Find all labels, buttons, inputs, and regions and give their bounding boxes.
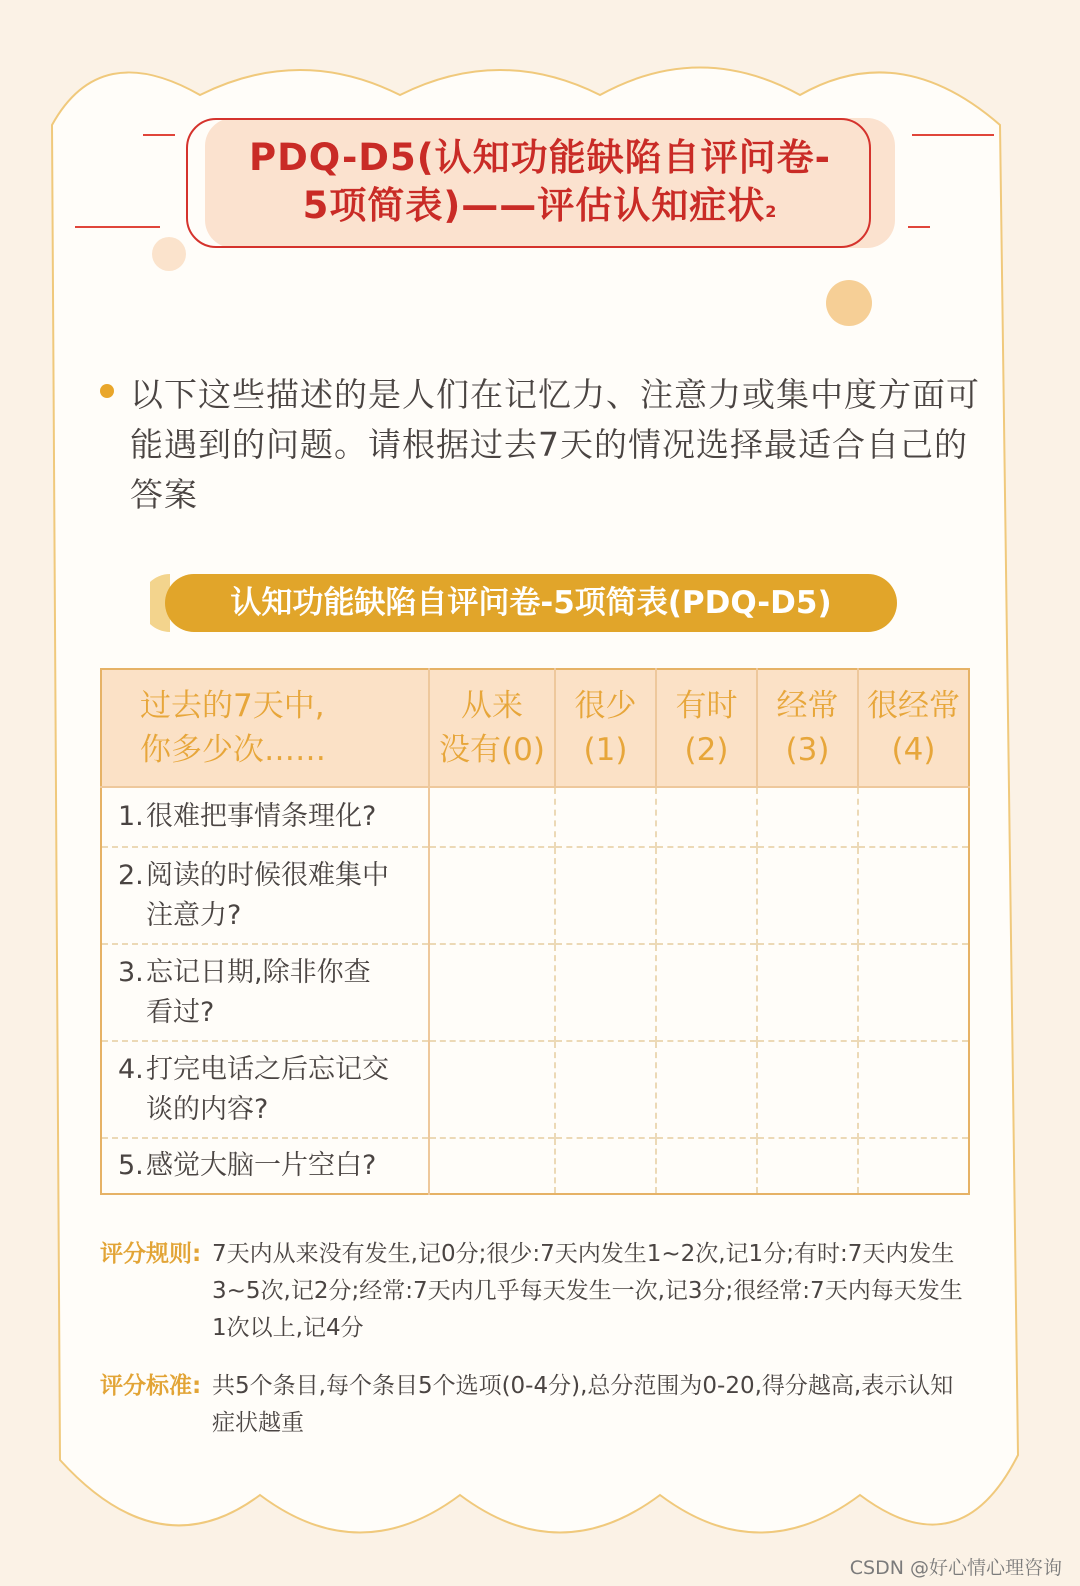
question-text: 打完电话之后忘记交 (146, 1053, 389, 1085)
option-score: 没有(0) (439, 732, 545, 768)
header-option-rarely (555, 669, 656, 787)
option-score: (3) (785, 732, 830, 768)
answer-cell[interactable] (858, 787, 969, 847)
title-line-2-text: 5项简表)——评估认知症状 (302, 184, 766, 227)
table-row (101, 1138, 969, 1194)
answer-cell[interactable] (757, 944, 858, 1041)
pdq-d5-table (100, 668, 970, 1195)
header-option-often (757, 669, 858, 787)
title-line-1: PDQ-D5(认知功能缺陷自评问卷- (248, 136, 832, 179)
answer-cell[interactable] (555, 1138, 656, 1194)
question-text-cont: 注意力? (146, 899, 242, 931)
answer-cell[interactable] (555, 944, 656, 1041)
page-title (200, 134, 880, 230)
option-label: 很经常 (867, 688, 960, 724)
answer-cell[interactable] (858, 1138, 969, 1194)
option-label: 有时 (675, 688, 738, 724)
answer-cell[interactable] (555, 787, 656, 847)
scoring-standard-label: 评分标准: (100, 1373, 202, 1399)
question-number: 1. (118, 801, 144, 832)
answer-cell[interactable] (757, 787, 858, 847)
answer-cell[interactable] (757, 1041, 858, 1138)
question-text: 忘记日期,除非你查 (146, 956, 371, 988)
question-cell (101, 1041, 429, 1138)
table-title: 认知功能缺陷自评问卷-5项简表(PDQ-D5) (230, 585, 832, 621)
question-cell (101, 1138, 429, 1194)
question-number: 2. (118, 859, 144, 891)
decor-dot-small (152, 237, 186, 271)
header-option-very-often (858, 669, 969, 787)
header-question-line-2: 你多少次…… (140, 732, 326, 768)
answer-cell[interactable] (429, 847, 555, 944)
answer-cell[interactable] (858, 944, 969, 1041)
answer-cell[interactable] (656, 1138, 757, 1194)
decor-line-right-top (912, 134, 994, 136)
answer-cell[interactable] (656, 1041, 757, 1138)
header-option-never (429, 669, 555, 787)
watermark: CSDN @好心情心理咨询 (849, 1557, 1062, 1579)
answer-cell[interactable] (656, 787, 757, 847)
question-text: 很难把事情条理化? (146, 801, 377, 832)
decor-line-left-bottom (75, 226, 160, 228)
question-cell (101, 847, 429, 944)
scoring-standard-text: 共5个条目,每个条目5个选项(0-4分),总分范围为0-20,得分越高,表示认知症状越重 (212, 1373, 954, 1436)
question-cell (101, 944, 429, 1041)
table-row (101, 847, 969, 944)
question-text: 阅读的时候很难集中 (146, 859, 389, 891)
question-number: 4. (118, 1053, 144, 1085)
intro-text: 以下这些描述的是人们在记忆力、注意力或集中度方面可能遇到的问题。请根据过去7天的情况选择最适合自己的答案 (130, 375, 980, 514)
decor-line-right-bottom (908, 226, 930, 228)
answer-cell[interactable] (858, 847, 969, 944)
header-option-sometimes (656, 669, 757, 787)
title-line-2 (200, 182, 880, 230)
answer-cell[interactable] (858, 1041, 969, 1138)
question-number: 5. (118, 1150, 144, 1181)
table-row (101, 944, 969, 1041)
answer-cell[interactable] (555, 1041, 656, 1138)
answer-cell[interactable] (429, 944, 555, 1041)
answer-cell[interactable] (429, 1041, 555, 1138)
question-text: 感觉大脑一片空白? (146, 1150, 377, 1181)
question-text-cont: 看过? (146, 996, 215, 1028)
scoring-rule-label: 评分规则: (100, 1241, 202, 1267)
question-cell (101, 787, 429, 847)
header-question-line-1: 过去的7天中, (140, 688, 325, 724)
header-question (101, 669, 429, 787)
question-text-cont: 谈的内容? (146, 1093, 269, 1125)
option-score: (1) (583, 732, 628, 768)
decor-line-left-top (143, 134, 175, 136)
option-score: (4) (891, 732, 936, 768)
option-label: 很少 (574, 688, 637, 724)
option-score: (2) (684, 732, 729, 768)
title-superscript: 2 (765, 202, 778, 221)
answer-cell[interactable] (656, 944, 757, 1041)
answer-cell[interactable] (555, 847, 656, 944)
table-header-row (101, 669, 969, 787)
option-label: 从来 (461, 688, 523, 724)
question-number: 3. (118, 956, 144, 988)
answer-cell[interactable] (429, 787, 555, 847)
answer-cell[interactable] (429, 1138, 555, 1194)
answer-cell[interactable] (757, 1138, 858, 1194)
option-label: 经常 (776, 688, 839, 724)
scoring-rule-text: 7天内从来没有发生,记0分;很少:7天内发生1~2次,记1分;有时:7天内发生3~5次,记2分;经常:7天内几乎每天发生一次,记3分;很经常:7天内每天发生1次以上,记4分 (212, 1241, 963, 1341)
bullet-icon (100, 384, 114, 398)
decor-dot-large (826, 280, 872, 326)
answer-cell[interactable] (757, 847, 858, 944)
answer-cell[interactable] (656, 847, 757, 944)
table-row (101, 1041, 969, 1138)
table-row (101, 787, 969, 847)
